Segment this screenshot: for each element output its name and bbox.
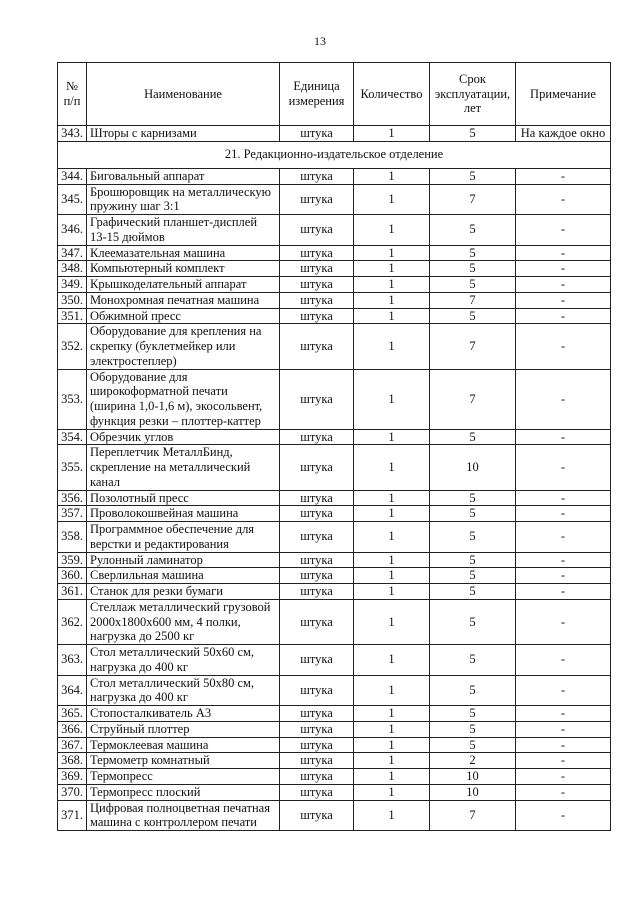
header-name: Наименование — [87, 63, 280, 126]
quantity-cell: 1 — [354, 568, 430, 584]
unit-cell: штука — [280, 308, 354, 324]
quantity-cell: 1 — [354, 277, 430, 293]
row-number: 351. — [58, 308, 87, 324]
header-note: Примечание — [516, 63, 611, 126]
table-row — [58, 522, 611, 553]
service-life-cell: 5 — [430, 168, 516, 184]
service-life-cell: 7 — [430, 369, 516, 429]
quantity-cell: 1 — [354, 552, 430, 568]
note-cell: - — [516, 168, 611, 184]
note-cell: - — [516, 292, 611, 308]
item-name: Стеллаж металлический грузовой 2000x1800x600 мм, 4 полки, нагрузка до 2500 кг — [87, 599, 280, 644]
item-name: Оборудование для широкоформатной печати (ширина 1,0-1,6 м), экосольвент, функция резки – плоттер-каттер — [87, 369, 280, 429]
service-life-cell: 5 — [430, 552, 516, 568]
unit-cell: штука — [280, 215, 354, 246]
page-number: 13 — [314, 34, 326, 48]
row-number: 360. — [58, 568, 87, 584]
unit-cell: штука — [280, 769, 354, 785]
service-life-cell: 5 — [430, 645, 516, 676]
note-cell: - — [516, 245, 611, 261]
table-row — [58, 369, 611, 429]
table-row — [58, 324, 611, 369]
item-name: Монохромная печатная машина — [87, 292, 280, 308]
quantity-cell: 1 — [354, 324, 430, 369]
header-term: Срок эксплуатации, лет — [430, 63, 516, 126]
note-cell: - — [516, 769, 611, 785]
row-number: 346. — [58, 215, 87, 246]
item-name: Оборудование для крепления на скрепку (буклетмейкер или электростеплер) — [87, 324, 280, 369]
service-life-cell: 2 — [430, 753, 516, 769]
quantity-cell: 1 — [354, 184, 430, 215]
note-cell: - — [516, 706, 611, 722]
quantity-cell: 1 — [354, 490, 430, 506]
header-num: № п/п — [58, 63, 87, 126]
item-name: Крышкоделательный аппарат — [87, 277, 280, 293]
note-cell: - — [516, 675, 611, 706]
row-number: 347. — [58, 245, 87, 261]
service-life-cell: 5 — [430, 721, 516, 737]
unit-cell: штука — [280, 429, 354, 445]
table-row — [58, 126, 611, 142]
table-row — [58, 645, 611, 676]
quantity-cell: 1 — [354, 506, 430, 522]
item-name: Биговальный аппарат — [87, 168, 280, 184]
quantity-cell: 1 — [354, 308, 430, 324]
quantity-cell: 1 — [354, 261, 430, 277]
item-name: Термопресс плоский — [87, 784, 280, 800]
item-name: Сверлильная машина — [87, 568, 280, 584]
quantity-cell: 1 — [354, 126, 430, 142]
service-life-cell: 5 — [430, 308, 516, 324]
unit-cell: штука — [280, 261, 354, 277]
row-number: 364. — [58, 675, 87, 706]
item-name: Брошюровщик на металлическую пружину шаг 3:1 — [87, 184, 280, 215]
row-number: 343. — [58, 126, 87, 142]
table-row — [58, 277, 611, 293]
table-row — [58, 490, 611, 506]
table-row — [58, 308, 611, 324]
unit-cell: штука — [280, 292, 354, 308]
service-life-cell: 5 — [430, 599, 516, 644]
unit-cell: штука — [280, 184, 354, 215]
item-name: Цифровая полноцветная печатная машина с контроллером печати — [87, 800, 280, 831]
row-number: 356. — [58, 490, 87, 506]
service-life-cell: 5 — [430, 675, 516, 706]
unit-cell: штука — [280, 126, 354, 142]
service-life-cell: 5 — [430, 490, 516, 506]
quantity-cell: 1 — [354, 599, 430, 644]
note-cell: - — [516, 584, 611, 600]
service-life-cell: 7 — [430, 184, 516, 215]
item-name: Обрезчик углов — [87, 429, 280, 445]
item-name: Позолотный пресс — [87, 490, 280, 506]
row-number: 344. — [58, 168, 87, 184]
item-name: Обжимной пресс — [87, 308, 280, 324]
item-name: Компьютерный комплект — [87, 261, 280, 277]
quantity-cell: 1 — [354, 168, 430, 184]
unit-cell: штука — [280, 245, 354, 261]
table-row — [58, 706, 611, 722]
note-cell: - — [516, 784, 611, 800]
unit-cell: штука — [280, 369, 354, 429]
note-cell: - — [516, 568, 611, 584]
row-number: 369. — [58, 769, 87, 785]
table-row — [58, 445, 611, 490]
row-number: 355. — [58, 445, 87, 490]
item-name: Проволокошвейная машина — [87, 506, 280, 522]
table-row — [58, 769, 611, 785]
header-unit: Единица измерения — [280, 63, 354, 126]
item-name: Станок для резки бумаги — [87, 584, 280, 600]
item-name: Стол металлический 50x80 см, нагрузка до 400 кг — [87, 675, 280, 706]
row-number: 358. — [58, 522, 87, 553]
unit-cell: штука — [280, 552, 354, 568]
unit-cell: штука — [280, 675, 354, 706]
unit-cell: штука — [280, 324, 354, 369]
note-cell: - — [516, 506, 611, 522]
unit-cell: штука — [280, 445, 354, 490]
unit-cell: штука — [280, 277, 354, 293]
row-number: 363. — [58, 645, 87, 676]
table-row — [58, 800, 611, 831]
note-cell: - — [516, 324, 611, 369]
unit-cell: штука — [280, 721, 354, 737]
note-cell: - — [516, 308, 611, 324]
row-number: 353. — [58, 369, 87, 429]
service-life-cell: 5 — [430, 245, 516, 261]
service-life-cell: 5 — [430, 506, 516, 522]
service-life-cell: 5 — [430, 706, 516, 722]
row-number: 366. — [58, 721, 87, 737]
table-row — [58, 584, 611, 600]
item-name: Графический планшет-дисплей 13-15 дюймов — [87, 215, 280, 246]
service-life-cell: 5 — [430, 261, 516, 277]
quantity-cell: 1 — [354, 369, 430, 429]
row-number: 370. — [58, 784, 87, 800]
item-name: Термопресс — [87, 769, 280, 785]
row-number: 361. — [58, 584, 87, 600]
note-cell: - — [516, 737, 611, 753]
quantity-cell: 1 — [354, 769, 430, 785]
item-name: Шторы с карнизами — [87, 126, 280, 142]
unit-cell: штука — [280, 599, 354, 644]
table-row — [58, 245, 611, 261]
service-life-cell: 5 — [430, 429, 516, 445]
service-life-cell: 7 — [430, 324, 516, 369]
item-name: Стол металлический 50x60 см, нагрузка до 400 кг — [87, 645, 280, 676]
quantity-cell: 1 — [354, 737, 430, 753]
quantity-cell: 1 — [354, 445, 430, 490]
section-row — [58, 141, 611, 168]
service-life-cell: 10 — [430, 769, 516, 785]
note-cell: - — [516, 261, 611, 277]
unit-cell: штука — [280, 706, 354, 722]
table-row — [58, 184, 611, 215]
item-name: Термометр комнатный — [87, 753, 280, 769]
note-cell: - — [516, 522, 611, 553]
quantity-cell: 1 — [354, 784, 430, 800]
table-header-row — [58, 63, 611, 126]
unit-cell: штука — [280, 506, 354, 522]
row-number: 349. — [58, 277, 87, 293]
table-body — [58, 126, 611, 831]
unit-cell: штука — [280, 800, 354, 831]
service-life-cell: 7 — [430, 292, 516, 308]
unit-cell: штука — [280, 645, 354, 676]
unit-cell: штука — [280, 584, 354, 600]
note-cell: - — [516, 369, 611, 429]
item-name: Стопосталкиватель А3 — [87, 706, 280, 722]
table-row — [58, 784, 611, 800]
unit-cell: штука — [280, 168, 354, 184]
unit-cell: штука — [280, 568, 354, 584]
note-cell: - — [516, 429, 611, 445]
note-cell: - — [516, 490, 611, 506]
item-name: Программное обеспечение для верстки и редактирования — [87, 522, 280, 553]
table-row — [58, 168, 611, 184]
note-cell: На каждое окно — [516, 126, 611, 142]
row-number: 357. — [58, 506, 87, 522]
service-life-cell: 5 — [430, 737, 516, 753]
quantity-cell: 1 — [354, 800, 430, 831]
note-cell: - — [516, 721, 611, 737]
note-cell: - — [516, 445, 611, 490]
unit-cell: штука — [280, 753, 354, 769]
table-row — [58, 737, 611, 753]
item-name: Переплетчик МеталлБинд, скрепление на металлический канал — [87, 445, 280, 490]
inventory-table — [57, 62, 611, 831]
row-number: 348. — [58, 261, 87, 277]
table-row — [58, 506, 611, 522]
table-row — [58, 215, 611, 246]
row-number: 365. — [58, 706, 87, 722]
note-cell: - — [516, 215, 611, 246]
quantity-cell: 1 — [354, 706, 430, 722]
row-number: 345. — [58, 184, 87, 215]
quantity-cell: 1 — [354, 429, 430, 445]
service-life-cell: 5 — [430, 584, 516, 600]
quantity-cell: 1 — [354, 645, 430, 676]
service-life-cell: 5 — [430, 522, 516, 553]
row-number: 362. — [58, 599, 87, 644]
table-row — [58, 568, 611, 584]
unit-cell: штука — [280, 490, 354, 506]
unit-cell: штука — [280, 737, 354, 753]
service-life-cell: 5 — [430, 277, 516, 293]
row-number: 367. — [58, 737, 87, 753]
service-life-cell: 5 — [430, 126, 516, 142]
quantity-cell: 1 — [354, 292, 430, 308]
note-cell: - — [516, 277, 611, 293]
quantity-cell: 1 — [354, 215, 430, 246]
quantity-cell: 1 — [354, 584, 430, 600]
row-number: 371. — [58, 800, 87, 831]
service-life-cell: 5 — [430, 215, 516, 246]
note-cell: - — [516, 645, 611, 676]
row-number: 352. — [58, 324, 87, 369]
unit-cell: штука — [280, 522, 354, 553]
unit-cell: штука — [280, 784, 354, 800]
note-cell: - — [516, 599, 611, 644]
item-name: Термоклеевая машина — [87, 737, 280, 753]
row-number: 354. — [58, 429, 87, 445]
section-title: 21. Редакционно-издательское отделение — [58, 141, 611, 168]
service-life-cell: 7 — [430, 800, 516, 831]
quantity-cell: 1 — [354, 675, 430, 706]
quantity-cell: 1 — [354, 245, 430, 261]
table-row — [58, 599, 611, 644]
note-cell: - — [516, 800, 611, 831]
quantity-cell: 1 — [354, 753, 430, 769]
quantity-cell: 1 — [354, 522, 430, 553]
row-number: 368. — [58, 753, 87, 769]
service-life-cell: 5 — [430, 568, 516, 584]
service-life-cell: 10 — [430, 784, 516, 800]
note-cell: - — [516, 184, 611, 215]
table-row — [58, 753, 611, 769]
item-name: Клеемазательная машина — [87, 245, 280, 261]
quantity-cell: 1 — [354, 721, 430, 737]
row-number: 359. — [58, 552, 87, 568]
row-number: 350. — [58, 292, 87, 308]
table-row — [58, 261, 611, 277]
table-row — [58, 292, 611, 308]
header-qty: Количество — [354, 63, 430, 126]
item-name: Рулонный ламинатор — [87, 552, 280, 568]
item-name: Струйный плоттер — [87, 721, 280, 737]
table-row — [58, 721, 611, 737]
note-cell: - — [516, 552, 611, 568]
table-row — [58, 675, 611, 706]
table-row — [58, 429, 611, 445]
table-row — [58, 552, 611, 568]
note-cell: - — [516, 753, 611, 769]
service-life-cell: 10 — [430, 445, 516, 490]
